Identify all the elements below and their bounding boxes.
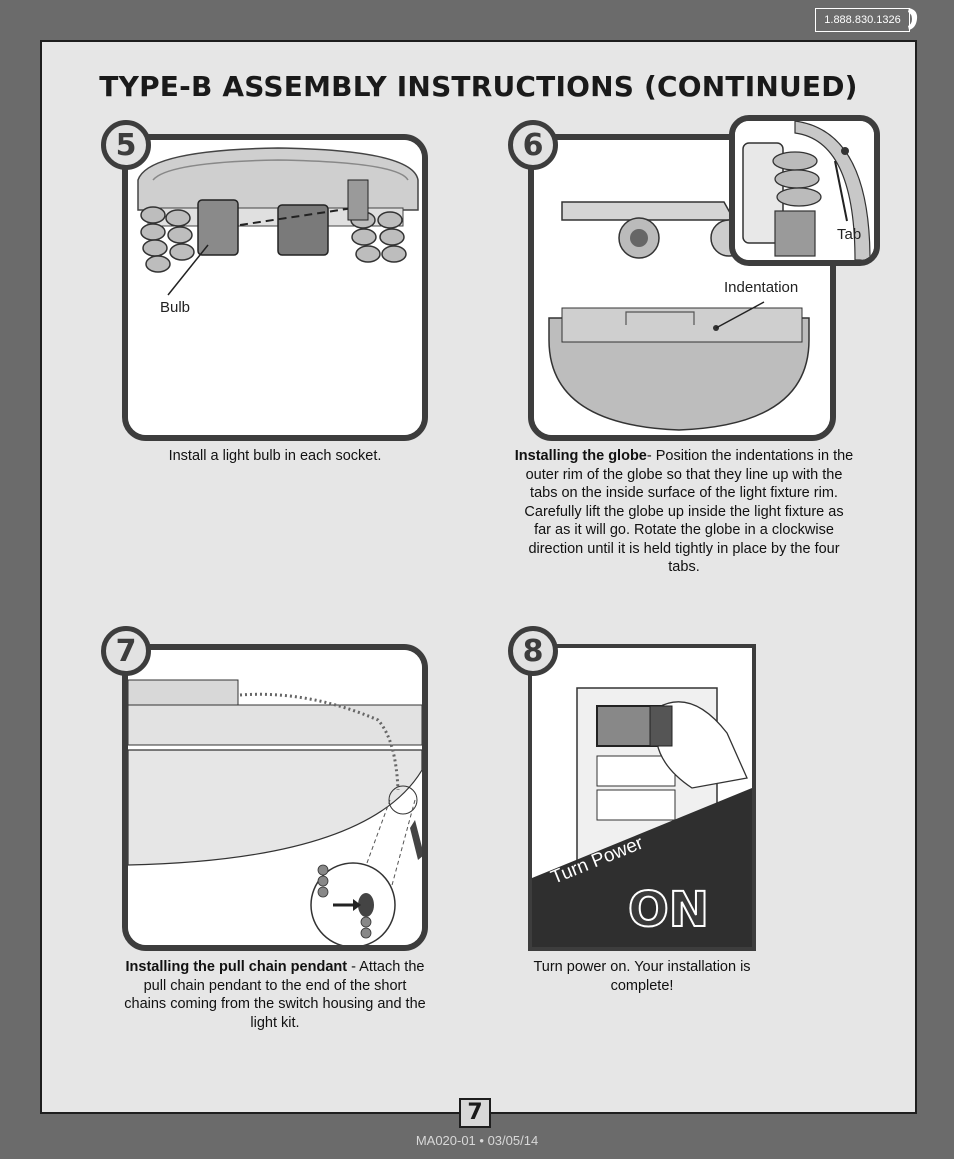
phone-number: 1.888.830.1326	[815, 8, 910, 32]
page-title: TYPE-B ASSEMBLY INSTRUCTIONS (CONTINUED)	[99, 70, 858, 103]
tab-closeup-image	[735, 121, 874, 260]
step-8-illustration	[528, 644, 756, 951]
bulb-label: Bulb	[160, 299, 191, 316]
document-code: MA020-01 • 03/05/14	[415, 1133, 539, 1148]
phone-icon	[906, 6, 920, 32]
pull-chain-pendant-image	[128, 650, 422, 945]
step-6-number: 6	[508, 120, 558, 170]
light-fixture-bulbs-image	[128, 140, 422, 435]
power-switch-image	[532, 648, 752, 947]
step-7-caption	[122, 958, 428, 1032]
step-6-caption-text: - Position the indentations in the outer rim of the globe so that they line up with the tabs on the inside surface of the light fixture rim. Carefully lift the globe up inside the light fixture as far as it will go. Rotate the globe in a clockwise direction until it is held tightly in place by the four tabs.	[524, 448, 854, 575]
step-6-caption-bold: Installing the globe	[514, 448, 647, 464]
instruction-panel	[40, 40, 917, 1114]
turn-power-text: Turn Power	[548, 832, 647, 889]
step-5-illustration	[122, 134, 428, 441]
indentation-label: Indentation	[724, 279, 799, 296]
step-7-caption-text: - Attach the pull chain pendant to the end of the short chains coming from the switch housing and the light kit.	[124, 959, 426, 1031]
step-8-caption: Turn power on. Your installation is complete!	[533, 959, 751, 994]
step-6-caption	[514, 447, 854, 577]
on-text: ON	[628, 882, 709, 938]
step-8-number: 8	[508, 626, 558, 676]
tab-label: Tab	[837, 226, 862, 243]
step-7-caption-bold: Installing the pull chain pendant	[125, 959, 348, 975]
page-number: 7	[459, 1098, 491, 1128]
step-5-caption: Install a light bulb in each socket.	[168, 448, 382, 464]
tab-detail-inset	[729, 115, 880, 266]
step-5-number: 5	[101, 120, 151, 170]
step-7-number: 7	[101, 626, 151, 676]
step-7-illustration	[122, 644, 428, 951]
